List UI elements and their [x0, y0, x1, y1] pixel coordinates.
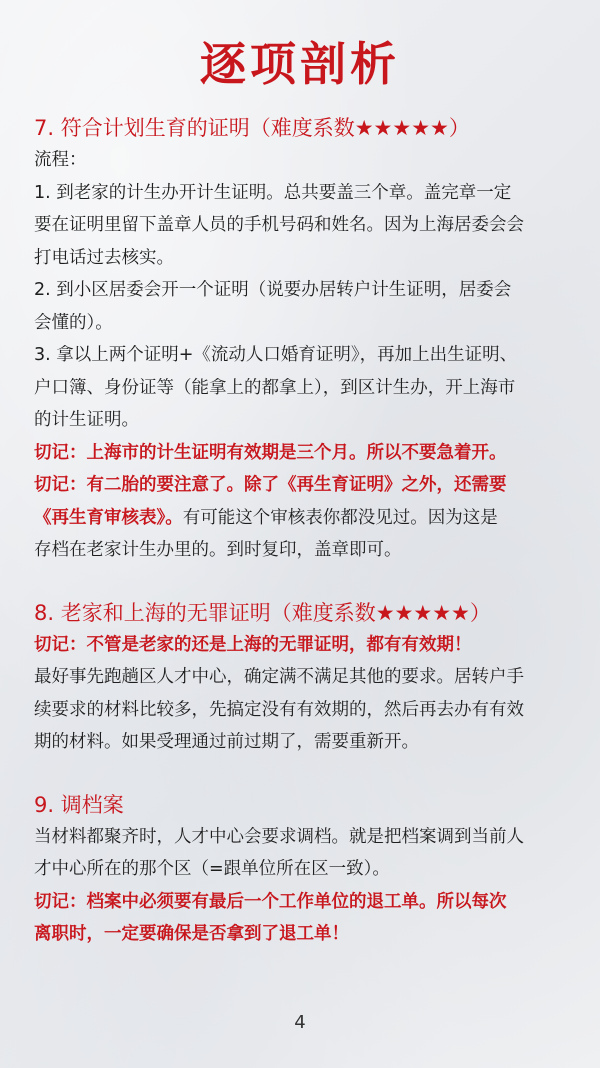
- warning-line: 切记：有二胎的要注意了。除了《再生育证明》之外，还需要: [34, 475, 507, 495]
- page-title: 逐项剖析: [200, 37, 400, 91]
- text-line: 1. 到老家的计生办开计生证明。总共要盖三个章。盖完章一定: [34, 182, 512, 203]
- content-body: [34, 112, 574, 951]
- text-line: 打电话过去核实。: [34, 247, 174, 268]
- text-line: 2. 到小区居委会开一个证明（说要办居转户计生证明，居委会: [34, 280, 512, 300]
- section-heading: 8. 老家和上海的无罪证明（难度系数★★★★★）: [34, 600, 491, 625]
- warning-line: 切记：不管是老家的还是上海的无罪证明，都有有效期！: [34, 634, 472, 655]
- text-line: 会懂的）。: [34, 312, 113, 333]
- mixed-line: [34, 502, 574, 535]
- section-heading: 9. 调档案: [34, 792, 124, 817]
- text-fragment: 有可能这个审核表你都没见过。因为这是: [182, 507, 498, 528]
- text-line: 续要求的材料比较多，先搞定没有有效期的，然后再去办有有效: [34, 699, 524, 720]
- text-line: 要在证明里留下盖章人员的手机号码和姓名。因为上海居委会会: [34, 215, 524, 235]
- section-7: [34, 112, 574, 567]
- text-line: 户口簿、身份证等（能拿上的都拿上），到区计生办，开上海市: [34, 377, 516, 398]
- section-heading: 7. 符合计划生育的证明（难度系数★★★★★）: [34, 116, 470, 140]
- text-line: 期的材料。如果受理通过前过期了，需要重新开。: [34, 732, 419, 752]
- text-line: 3. 拿以上两个证明+《流动人口婚育证明》，再加上出生证明、: [34, 345, 518, 365]
- section-9: [34, 789, 574, 951]
- text-line: 最好事先跑趟区人才中心，确定满不满足其他的要求。居转户手: [34, 667, 524, 687]
- section-8: [34, 597, 574, 759]
- warning-line: 切记：上海市的计生证明有效期是三个月。所以不要急着开。: [34, 442, 507, 463]
- warning-fragment: 《再生育审核表》。: [34, 507, 183, 528]
- warning-line: 切记：档案中必须要有最后一个工作单位的退工单。所以每次: [34, 891, 507, 912]
- warning-line: 离职时，一定要确保是否拿到了退工单！: [34, 924, 349, 944]
- text-line: 流程：: [34, 150, 87, 170]
- page-number: 4: [294, 1012, 306, 1033]
- text-line: 才中心所在的那个区（=跟单位所在区一致）。: [34, 859, 390, 879]
- text-line: 存档在老家计生办里的。到时复印，盖章即可。: [34, 540, 402, 560]
- text-line: 当材料都聚齐时，人才中心会要求调档。就是把档案调到当前人: [34, 826, 524, 847]
- text-line: 的计生证明。: [34, 410, 139, 430]
